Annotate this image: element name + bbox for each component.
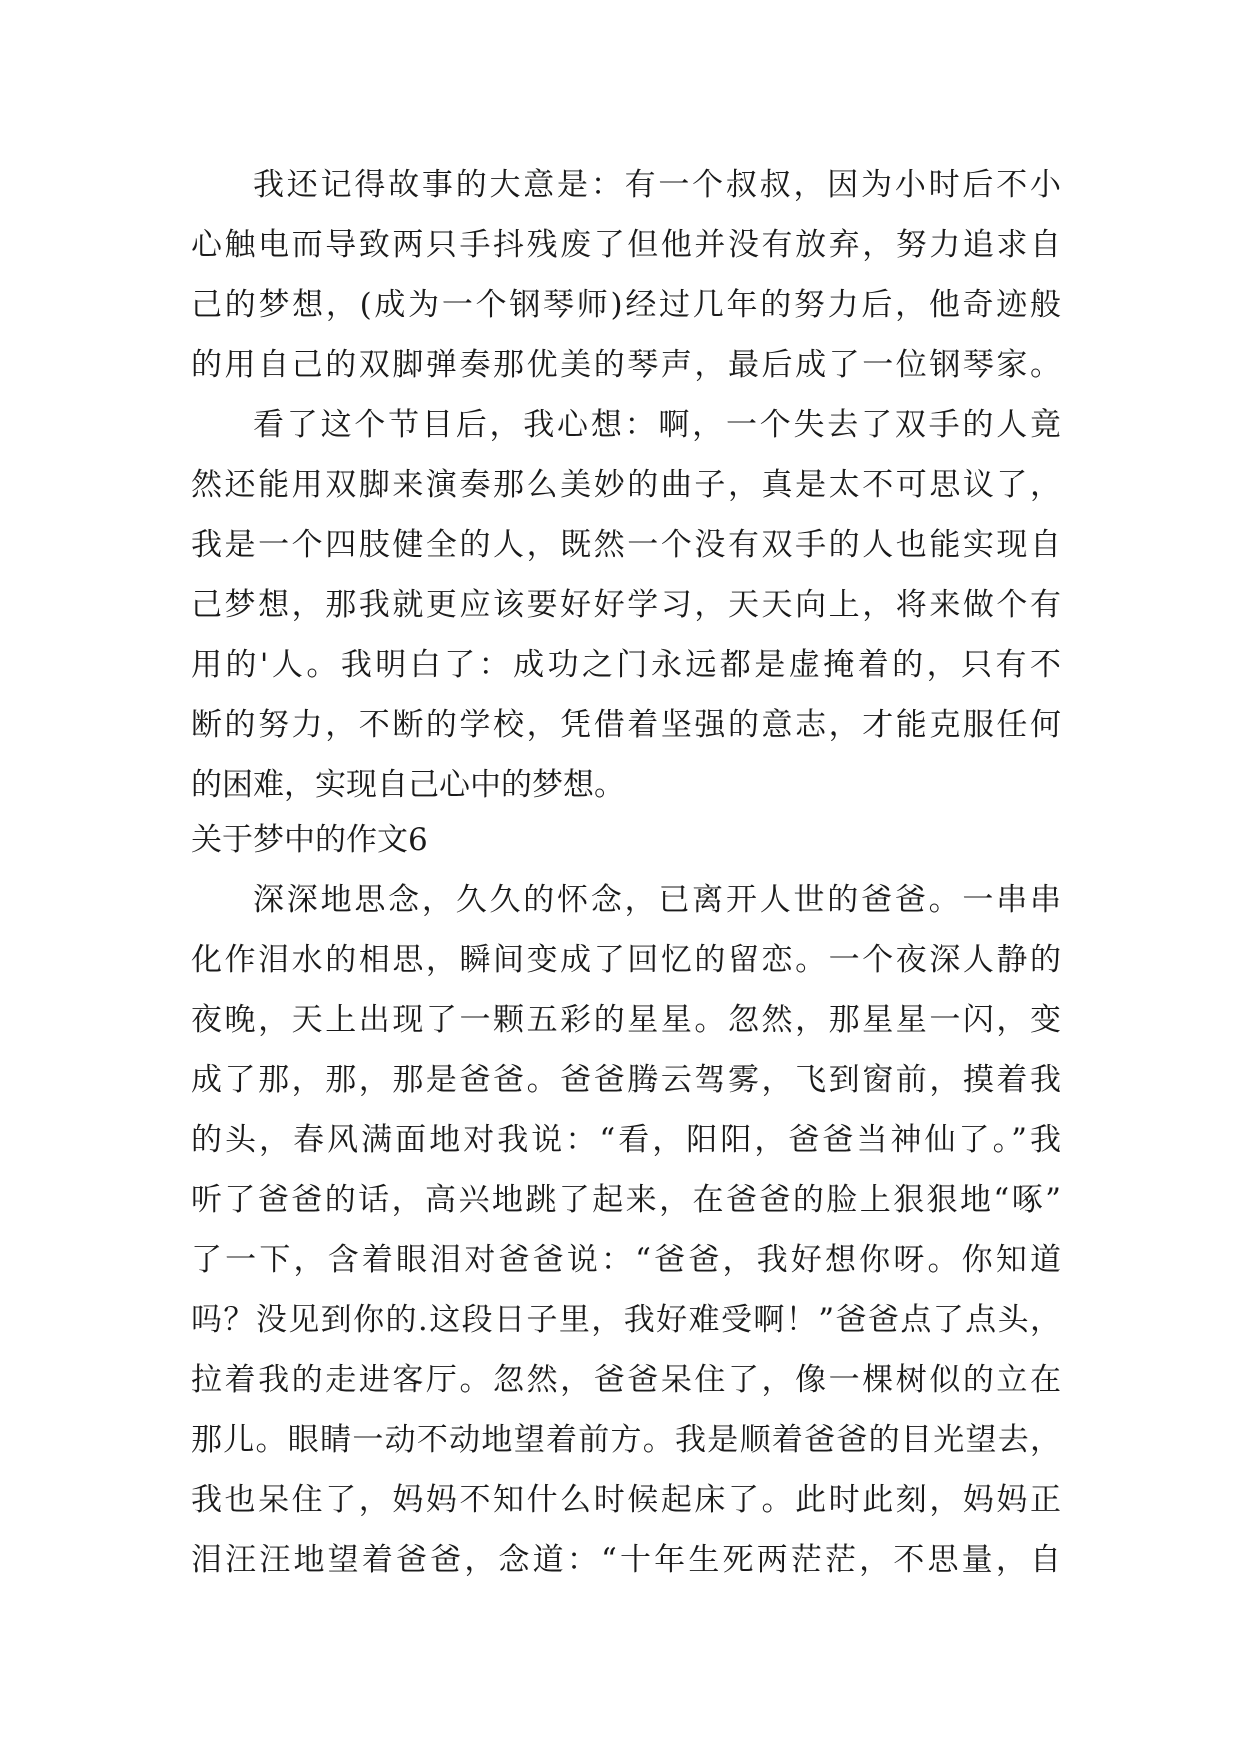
- section-heading: 关于梦中的作文6: [191, 822, 428, 858]
- paragraph-3-line-6: 听了爸爸的话，高兴地跳了起来，在爸爸的脸上狠狠地“啄”: [191, 1182, 1061, 1218]
- paragraph-1-line-2: 心触电而导致两只手抖残废了但他并没有放弃，努力追求自: [191, 227, 1061, 263]
- paragraph-3-line-2: 化作泪水的相思，瞬间变成了回忆的留恋。一个夜深人静的: [191, 942, 1061, 978]
- paragraph-3-line-9: 拉着我的走进客厅。忽然，爸爸呆住了，像一棵树似的立在: [191, 1362, 1061, 1398]
- paragraph-3-line-4: 成了那，那，那是爸爸。爸爸腾云驾雾，飞到窗前，摸着我: [191, 1062, 1061, 1098]
- paragraph-3-line-11: 我也呆住了，妈妈不知什么时候起床了。此时此刻，妈妈正: [191, 1482, 1061, 1518]
- paragraph-1-line-4: 的用自己的双脚弹奏那优美的琴声，最后成了一位钢琴家。: [191, 347, 1061, 383]
- paragraph-2-line-3: 我是一个四肢健全的人，既然一个没有双手的人也能实现自: [191, 527, 1061, 563]
- paragraph-3-line-3: 夜晚，天上出现了一颗五彩的星星。忽然，那星星一闪，变: [191, 1002, 1061, 1038]
- paragraph-1-line-1: 我还记得故事的大意是：有一个叔叔，因为小时后不小: [253, 167, 1061, 203]
- paragraph-2-line-4: 己梦想，那我就更应该要好好学习，天天向上，将来做个有: [191, 587, 1061, 623]
- paragraph-3-line-12: 泪汪汪地望着爸爸，念道：“十年生死两茫茫，不思量，自: [191, 1542, 1061, 1578]
- paragraph-3-line-5: 的头，春风满面地对我说：“看，阳阳，爸爸当神仙了。”我: [191, 1122, 1061, 1158]
- paragraph-2-line-1: 看了这个节目后，我心想：啊，一个失去了双手的人竟: [253, 407, 1061, 443]
- paragraph-2-line-7: 的困难，实现自己心中的梦想。: [191, 767, 625, 803]
- paragraph-3-line-7: 了一下，含着眼泪对爸爸说：“爸爸，我好想你呀。你知道: [191, 1242, 1061, 1278]
- paragraph-2-line-6: 断的努力，不断的学校，凭借着坚强的意志，才能克服任何: [191, 707, 1061, 743]
- paragraph-1-line-3: 己的梦想，(成为一个钢琴师)经过几年的努力后，他奇迹般: [191, 287, 1061, 323]
- paragraph-3-line-8: 吗？没见到你的.这段日子里，我好难受啊！”爸爸点了点头，: [191, 1302, 1061, 1338]
- paragraph-2-line-2: 然还能用双脚来演奏那么美妙的曲子，真是太不可思议了，: [191, 467, 1061, 503]
- paragraph-3-line-10: 那儿。眼睛一动不动地望着前方。我是顺着爸爸的目光望去，: [191, 1422, 1061, 1458]
- paragraph-2-line-5: 用的'人。我明白了：成功之门永远都是虚掩着的，只有不: [191, 647, 1061, 683]
- paragraph-3-line-1: 深深地思念，久久的怀念，已离开人世的爸爸。一串串: [253, 882, 1061, 918]
